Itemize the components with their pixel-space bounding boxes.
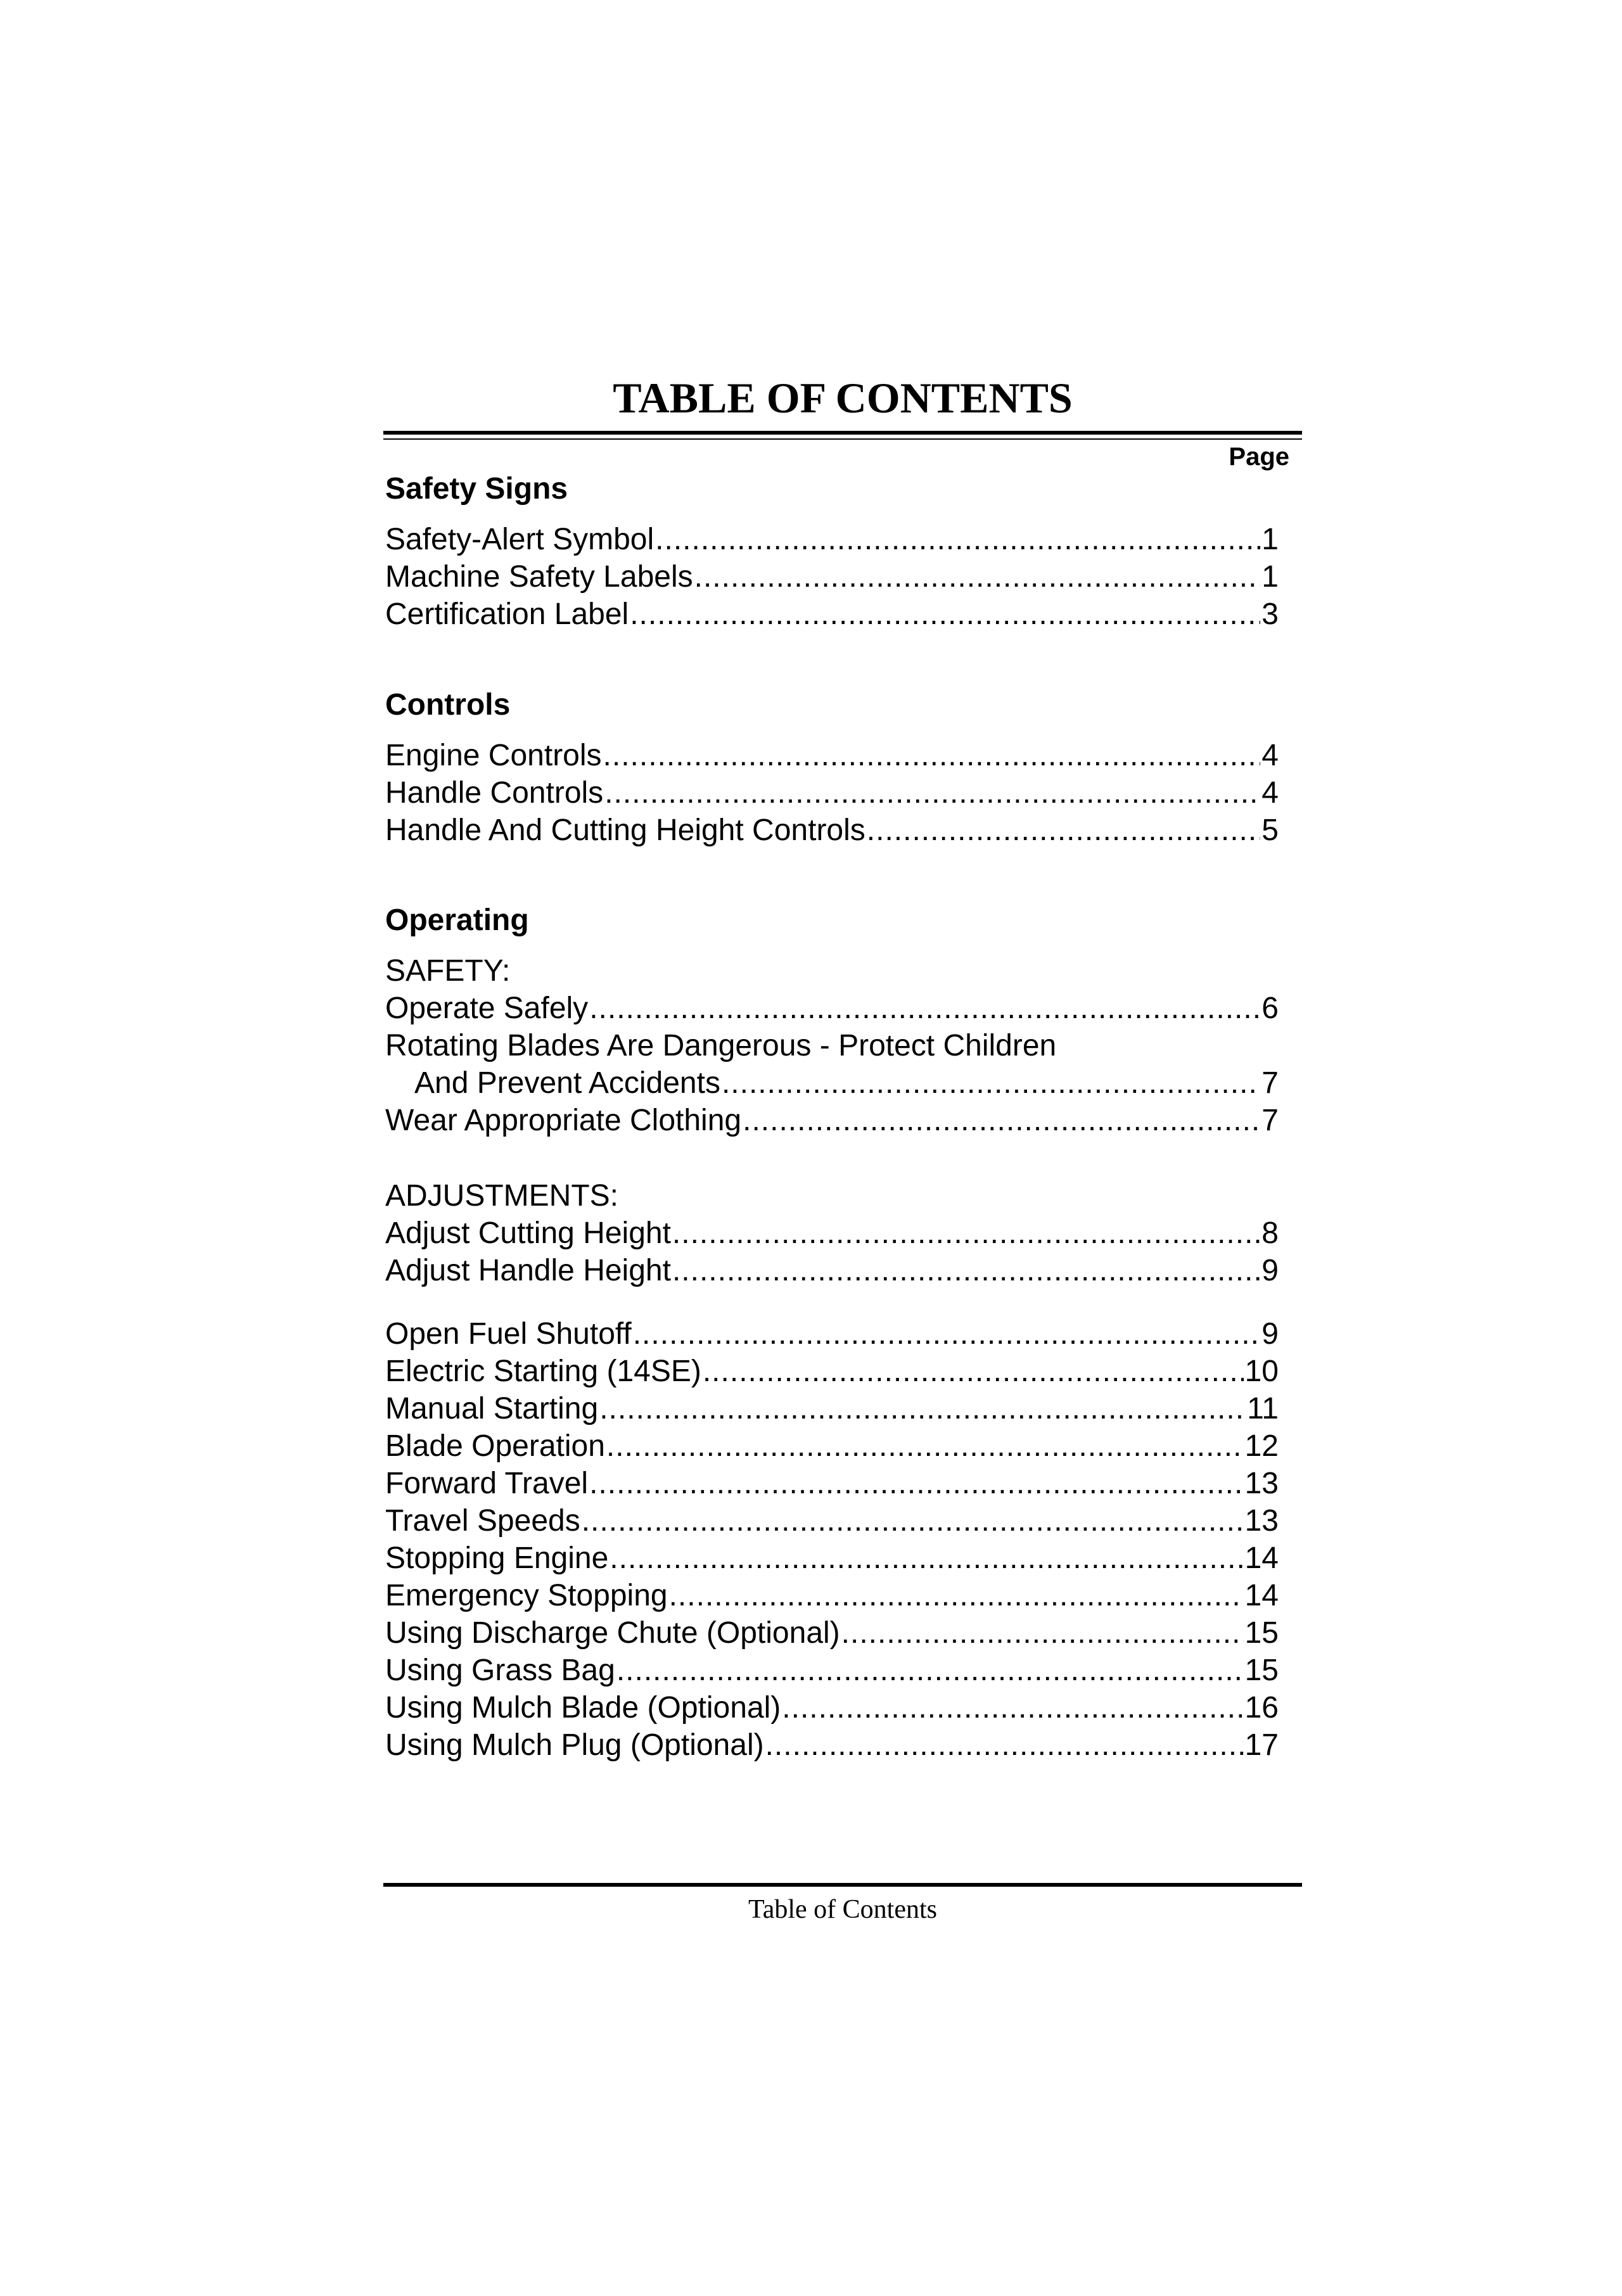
dot-leader [703,1354,1244,1389]
toc-entry-certification-label[interactable] [385,597,1279,632]
entry-title: Operate Safely [385,992,589,1025]
toc-entry-engine-controls[interactable] [385,738,1279,774]
entry-page-number: 1 [1261,523,1279,556]
entry-title: Using Mulch Plug (Optional) [385,1728,764,1762]
section-heading-controls: Controls [385,688,511,722]
entry-page-number: 14 [1244,1579,1279,1612]
entry-page-number: 7 [1261,1104,1279,1137]
entry-page-number: 11 [1247,1392,1279,1425]
toc-entry-open-fuel-shutoff[interactable] [385,1317,1279,1352]
toc-entry-manual-starting[interactable] [385,1391,1279,1427]
entry-title: Using Discharge Chute (Optional) [385,1616,840,1650]
dot-leader [722,1066,1260,1101]
entry-title: And Prevent Accidents [414,1066,720,1100]
dot-leader [630,597,1260,632]
entry-page-number: 9 [1261,1254,1279,1287]
page-title: TABLE OF CONTENTS [613,374,1073,422]
toc-entry-using-grass-bag[interactable] [385,1653,1279,1688]
dot-leader [672,1216,1260,1251]
entry-title: Forward Travel [385,1467,589,1500]
dot-leader [672,1253,1260,1289]
entry-page-number: 10 [1244,1355,1279,1388]
entry-page-number: 4 [1261,739,1279,772]
toc-entry-forward-travel[interactable] [385,1466,1279,1502]
dot-leader [616,1653,1244,1688]
toc-entry-using-mulch-blade[interactable] [385,1690,1279,1726]
entry-title: Using Grass Bag [385,1654,615,1687]
entry-title: Handle And Cutting Height Controls [385,813,865,847]
toc-entry-blade-operation[interactable] [385,1429,1279,1464]
entry-title: Blade Operation [385,1429,605,1463]
entry-title: Using Mulch Blade (Optional) [385,1691,781,1725]
entry-title: Adjust Cutting Height [385,1216,671,1250]
subheading-safety: SAFETY: [385,954,511,988]
dot-leader [655,522,1260,558]
toc-entry-wear-appropriate-clothing[interactable] [385,1103,1279,1138]
entry-title: Machine Safety Labels [385,560,693,594]
toc-entry-safety-alert-symbol[interactable] [385,522,1279,558]
entry-title: Travel Speeds [385,1504,580,1538]
toc-entry-handle-and-cutting-height-controls[interactable] [385,813,1279,848]
dot-leader [782,1690,1243,1726]
dot-leader [694,559,1261,595]
entry-page-number: 17 [1244,1728,1279,1762]
dot-leader [743,1103,1260,1138]
dot-leader [765,1728,1244,1763]
entry-page-number: 13 [1244,1504,1279,1538]
entry-page-number: 16 [1244,1691,1279,1725]
entry-title: Adjust Handle Height [385,1254,671,1287]
title-rule-thick [383,431,1302,435]
dot-leader [589,1466,1244,1502]
toc-entry-emergency-stopping[interactable] [385,1578,1279,1614]
footer-rule [383,1883,1302,1887]
entry-page-number: 4 [1261,776,1279,810]
entry-page-number: 14 [1244,1541,1279,1575]
entry-page-number: 13 [1244,1467,1279,1500]
entry-title: Safety-Alert Symbol [385,523,655,556]
toc-entry-using-mulch-plug[interactable] [385,1728,1279,1763]
toc-entry-travel-speeds[interactable] [385,1503,1279,1539]
page-footer: Table of Contents [748,1895,937,1924]
section-heading-safety-signs: Safety Signs [385,472,568,506]
dot-leader [669,1578,1244,1614]
dot-leader [599,1391,1246,1427]
toc-entry-electric-starting[interactable] [385,1354,1279,1389]
dot-leader [582,1503,1244,1539]
entry-page-number: 12 [1244,1429,1279,1463]
entry-page-number: 15 [1244,1616,1279,1650]
entry-title: Emergency Stopping [385,1579,668,1612]
toc-entry-adjust-handle-height[interactable] [385,1253,1279,1289]
entry-title: Open Fuel Shutoff [385,1317,632,1351]
entry-title: Manual Starting [385,1392,599,1425]
subheading-adjustments: ADJUSTMENTS: [385,1179,619,1213]
entry-page-number: 1 [1261,560,1279,594]
toc-entry-handle-controls[interactable] [385,775,1279,811]
dot-leader [603,738,1261,774]
entry-title: Wear Appropriate Clothing [385,1104,742,1137]
page-column-label: Page [1229,443,1289,471]
entry-page-number: 6 [1261,992,1279,1025]
toc-entry-using-discharge-chute[interactable] [385,1616,1279,1651]
entry-title: Electric Starting (14SE) [385,1355,701,1388]
entry-title: Engine Controls [385,739,602,772]
entry-page-number: 7 [1261,1066,1279,1100]
toc-entry-rotating-blades-line1[interactable]: Rotating Blades Are Dangerous - Protect Children [385,1029,1057,1062]
entry-page-number: 5 [1261,813,1279,847]
dot-leader [604,775,1260,811]
toc-entry-adjust-cutting-height[interactable] [385,1216,1279,1251]
toc-entry-machine-safety-labels[interactable] [385,559,1279,595]
dot-leader [633,1317,1261,1352]
entry-page-number: 9 [1261,1317,1279,1351]
entry-page-number: 8 [1261,1216,1279,1250]
toc-entry-operate-safely[interactable] [385,991,1279,1026]
dot-leader [606,1429,1244,1464]
entry-title: Handle Controls [385,776,604,810]
dot-leader [589,991,1260,1026]
dot-leader [841,1616,1244,1651]
entry-page-number: 15 [1244,1654,1279,1687]
entry-title: Certification Label [385,597,629,631]
dot-leader [867,813,1261,848]
toc-entry-rotating-blades-line2[interactable] [414,1066,1279,1101]
entry-page-number: 3 [1261,597,1279,631]
toc-entry-stopping-engine[interactable] [385,1541,1279,1576]
entry-title: Stopping Engine [385,1541,609,1575]
section-heading-operating: Operating [385,903,529,937]
title-rule-thin [383,438,1302,440]
dot-leader [610,1541,1243,1576]
